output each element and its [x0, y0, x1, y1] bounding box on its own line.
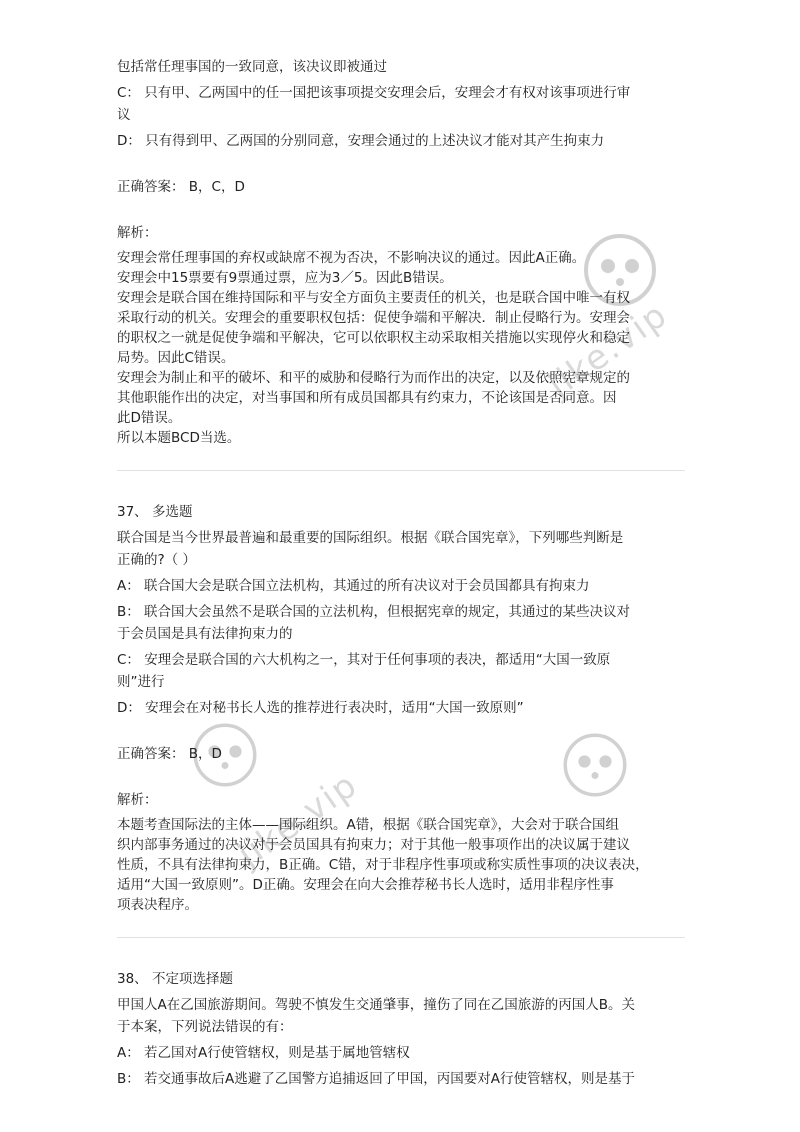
explanation-body — [117, 815, 685, 915]
document-page — [117, 56, 685, 1090]
explanation-line: 安理会中15票要有9票通过票，应为3／5。因此B错误。 — [117, 270, 453, 286]
section-divider — [117, 937, 685, 938]
option-d: D： 安理会在对秘书长人选的推荐进行表决时，适用“大国一致原则” — [117, 700, 524, 716]
question-38 — [117, 968, 685, 1090]
explanation-line: 织内部事务通过的决议对于会员国具有拘束力；对于其他一般事项作出的决议属于建议 — [117, 837, 630, 853]
explanation-label: 解析： — [117, 225, 158, 241]
explanation-line: 其他职能作出的决定，对当事国和所有成员国都具有约束力，不论该国是否同意。因 — [117, 390, 617, 406]
explanation-line: 采取行动的机关。安理会的重要职权包括：促使争端和平解决．制止侵略行为。安理会 — [117, 310, 630, 326]
explanation-line: 所以本题BCD当选。 — [117, 430, 241, 446]
watermark-text: jike.vip — [230, 764, 366, 876]
explanation-label: 解析： — [117, 792, 158, 808]
explanation-line: 适用“大国一致原则”。D正确。安理会在向大会推荐秘书长人选时，适用非程序性事 — [117, 877, 614, 893]
question-36-tail — [117, 56, 685, 448]
explanation-line: 本题考查国际法的主体——国际组织。A错，根据《联合国宪章》，大会对于联合国组 — [117, 817, 619, 833]
section-divider — [117, 470, 685, 471]
question-stem-continuation: 正确的?（ ） — [117, 552, 196, 568]
explanation-line: 性质，不具有法律拘束力，B正确。C错，对于非程序性事项或称实质性事项的决议表决， — [117, 857, 649, 873]
question-37 — [117, 501, 685, 915]
question-header: 38、 不定项选择题 — [117, 971, 233, 987]
option-b-continuation: 包括常任理事国的一致同意，该决议即被通过 — [117, 59, 387, 75]
option-c: C： 安理会是联合国的六大机构之一，其对于任何事项的表决，都适用“大国一致原 — [117, 652, 611, 668]
question-stem-continuation: 于本案，下列说法错误的有： — [117, 1019, 293, 1035]
option-a: A： 若乙国对A行使管辖权，则是基于属地管辖权 — [117, 1045, 410, 1061]
question-header: 37、 多选题 — [117, 504, 193, 520]
explanation-line: 安理会常任理事国的弃权或缺席不视为否决，不影响决议的通过。因此A正确。 — [117, 250, 586, 266]
question-stem: 联合国是当今世界最普遍和最重要的国际组织。根据《联合国宪章》，下列哪些判断是 — [117, 530, 624, 546]
option-c-continuation: 则”进行 — [117, 674, 165, 690]
explanation-line: 安理会为制止和平的破坏、和平的威胁和侵略行为而作出的决定，以及依照宪章规定的 — [117, 370, 630, 386]
explanation-line: 安理会是联合国在维持国际和平与安全方面负主要责任的机关，也是联合国中唯一有权 — [117, 290, 630, 306]
option-d: D： 只有得到甲、乙两国的分别同意，安理会通过的上述决议才能对其产生拘束力 — [117, 133, 605, 149]
option-b: B： 若交通事故后A逃避了乙国警方追捕返回了甲国，丙国要对A行使管辖权，则是基于 — [117, 1071, 636, 1087]
explanation-line: 项表决程序。 — [117, 897, 198, 913]
explanation-line: 局势。因此C错误。 — [117, 350, 235, 366]
question-stem: 甲国人A在乙国旅游期间。驾驶不慎发生交通肇事，撞伤了同在乙国旅游的丙国人B。关 — [117, 997, 635, 1013]
correct-answer: 正确答案： B，C，D — [117, 179, 245, 195]
correct-answer: 正确答案： B，D — [117, 746, 222, 762]
explanation-line: 的职权之一就是促使争端和平解决，它可以依职权主动采取相关措施以实现停火和稳定 — [117, 330, 630, 346]
option-c-continuation: 议 — [117, 107, 131, 123]
option-c: C： 只有甲、乙两国中的任一国把该事项提交安理会后，安理会才有权对该事项进行审 — [117, 85, 631, 101]
watermark-text: jike.vip — [540, 294, 676, 406]
option-a: A： 联合国大会是联合国立法机构，其通过的所有决议对于会员国都具有拘束力 — [117, 578, 590, 594]
option-b: B： 联合国大会虽然不是联合国的立法机构，但根据宪章的规定，其通过的某些决议对 — [117, 604, 631, 620]
explanation-line: 此D错误。 — [117, 410, 182, 426]
explanation-body — [117, 248, 685, 448]
option-b-continuation: 于会员国是具有法律拘束力的 — [117, 626, 293, 642]
